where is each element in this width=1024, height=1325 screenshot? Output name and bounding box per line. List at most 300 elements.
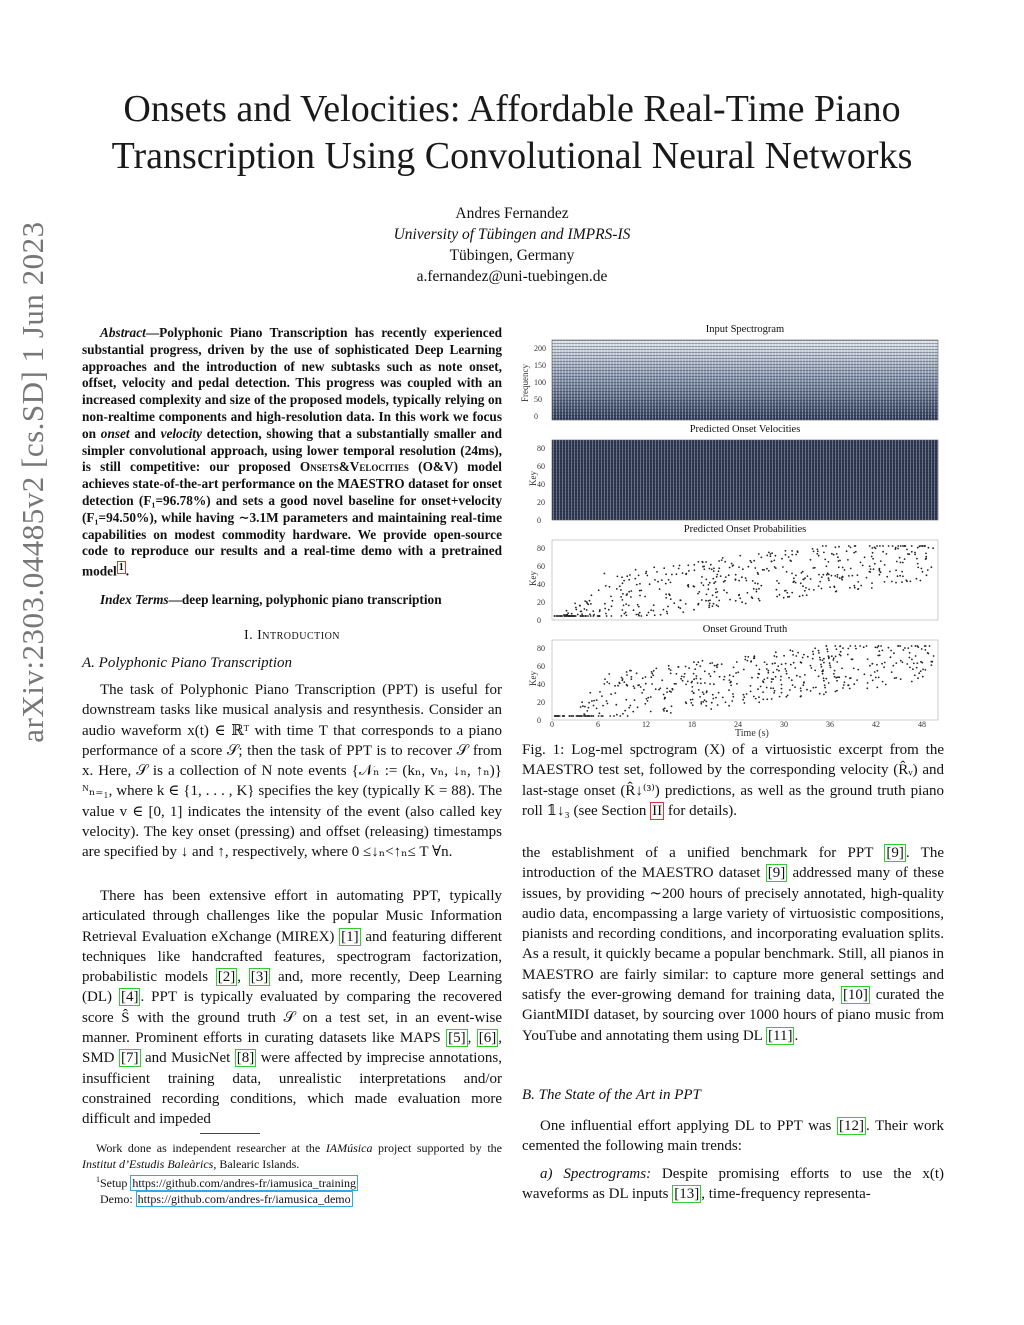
- setup-link[interactable]: https://github.com/andres-fr/iamusica_training: [132, 1176, 356, 1190]
- onset-dot: [697, 593, 699, 595]
- onset-dot: [909, 652, 911, 654]
- onset-dot: [725, 701, 727, 703]
- onset-dot: [792, 684, 794, 686]
- onset-dot: [596, 699, 598, 701]
- onset-dot: [692, 699, 694, 701]
- onset-dot: [766, 698, 768, 700]
- onset-dot: [693, 609, 695, 611]
- onset-dot: [825, 678, 827, 680]
- onset-dot: [847, 684, 849, 686]
- onset-dot: [845, 676, 847, 678]
- citation-9[interactable]: [9]: [886, 845, 904, 861]
- onset-dot: [670, 673, 672, 675]
- onset-dot: [774, 662, 776, 664]
- onset-dot: [625, 699, 627, 701]
- onset-dot: [787, 695, 789, 697]
- onset-dot: [906, 663, 908, 665]
- onset-dot: [574, 615, 576, 617]
- onset-dot: [708, 600, 710, 602]
- onset-dot: [857, 581, 859, 583]
- onset-dot: [707, 588, 709, 590]
- onset-dot: [588, 715, 590, 717]
- onset-dot: [586, 710, 588, 712]
- onset-dot: [757, 673, 759, 675]
- onset-dot: [608, 673, 610, 675]
- onset-dot: [849, 688, 851, 690]
- onset-dot: [760, 686, 762, 688]
- onset-dot: [715, 588, 717, 590]
- onset-dot: [666, 688, 668, 690]
- onset-dot: [687, 681, 689, 683]
- onset-dot: [902, 575, 904, 577]
- onset-dot: [847, 648, 849, 650]
- onset-dot: [567, 612, 569, 614]
- onset-dot: [593, 700, 595, 702]
- onset-dot: [743, 669, 745, 671]
- onset-dot: [928, 547, 930, 549]
- onset-dot: [753, 657, 755, 659]
- onset-dot: [844, 681, 846, 683]
- onset-dot: [690, 699, 692, 701]
- onset-dot: [779, 594, 781, 596]
- onset-dot: [674, 683, 676, 685]
- onset-dot: [842, 576, 844, 578]
- onset-dot: [691, 682, 693, 684]
- citation-7[interactable]: [7]: [121, 1050, 139, 1067]
- onset-dot: [894, 677, 896, 679]
- onset-dot: [804, 577, 806, 579]
- onset-dot: [885, 684, 887, 686]
- onset-dot: [732, 564, 734, 566]
- abstract-end: .: [125, 563, 130, 579]
- onset-dot: [665, 573, 667, 575]
- onset-dot: [614, 692, 616, 694]
- onset-dot: [735, 578, 737, 580]
- onset-dot: [909, 667, 911, 669]
- onset-dot: [625, 603, 627, 605]
- onset-dot: [713, 570, 715, 572]
- onset-dot: [778, 670, 780, 672]
- onset-dot: [754, 582, 756, 584]
- onset-dot: [922, 571, 924, 573]
- onset-dot: [807, 656, 809, 658]
- onset-dot: [583, 713, 585, 715]
- onset-dot: [654, 614, 656, 616]
- time-tick: 48: [918, 720, 926, 729]
- onset-dot: [793, 662, 795, 664]
- onset-dot: [645, 571, 647, 573]
- onset-dot: [828, 682, 830, 684]
- onset-dot: [838, 546, 840, 548]
- onset-dot: [702, 691, 704, 693]
- onset-dot: [815, 687, 817, 689]
- onset-dot: [925, 558, 927, 560]
- onset-dot: [663, 694, 665, 696]
- onset-dot: [783, 597, 785, 599]
- onset-dot: [790, 664, 792, 666]
- onset-dot: [901, 581, 903, 583]
- onset-dot: [757, 573, 759, 575]
- onset-dot: [688, 584, 690, 586]
- onset-dot: [775, 555, 777, 557]
- onset-dot: [895, 662, 897, 664]
- onset-dot: [638, 684, 640, 686]
- onset-dot: [630, 678, 632, 680]
- citation-8[interactable]: [8]: [236, 1050, 255, 1067]
- onset-dot: [612, 600, 614, 602]
- onset-dot: [607, 703, 609, 705]
- citation-4[interactable]: [4]: [120, 989, 139, 1006]
- onset-dot: [609, 586, 611, 588]
- onset-dot: [704, 699, 706, 701]
- footnote-setup-label: Setup: [100, 1176, 128, 1190]
- onset-dot: [799, 595, 801, 597]
- onset-dot: [696, 675, 698, 677]
- onset-dot: [711, 662, 713, 664]
- footnote-institut: Institut d’Estudis Baleàrics: [82, 1156, 214, 1171]
- onset-dot: [899, 575, 901, 577]
- onset-dot: [828, 658, 830, 660]
- onset-dot: [824, 687, 826, 689]
- onset-dot: [920, 670, 922, 672]
- onset-dot: [694, 668, 696, 670]
- onset-dot: [714, 665, 716, 667]
- onset-dot: [899, 645, 901, 647]
- onset-dot: [712, 694, 714, 696]
- onset-dot: [621, 677, 623, 679]
- onset-dot: [835, 691, 837, 693]
- onset-dot: [928, 653, 930, 655]
- onset-dot: [598, 715, 600, 717]
- onset-dot: [780, 679, 782, 681]
- onset-dot: [716, 596, 718, 598]
- onset-dot: [823, 574, 825, 576]
- onset-dot: [661, 679, 663, 681]
- onset-dot: [819, 693, 821, 695]
- onset-dot: [716, 666, 718, 668]
- onset-dot: [709, 582, 711, 584]
- onset-dot: [723, 589, 725, 591]
- onset-dot: [747, 592, 749, 594]
- onset-dot: [800, 582, 802, 584]
- onset-dot: [626, 594, 628, 596]
- onset-dot: [712, 595, 714, 597]
- demo-link[interactable]: https://github.com/andres-fr/iamusica_demo: [137, 1191, 351, 1206]
- onset-dot: [638, 606, 640, 608]
- onset-dot: [781, 692, 783, 694]
- citation-6[interactable]: [6]: [478, 1030, 497, 1047]
- onset-dot: [634, 578, 636, 580]
- onset-dot: [670, 691, 672, 693]
- onset-dot: [853, 683, 855, 685]
- onset-dot: [772, 663, 774, 665]
- onset-dot: [681, 676, 683, 678]
- panel-probabilities-title: Predicted Onset Probabilities: [683, 524, 807, 535]
- onset-dot: [906, 549, 908, 551]
- caption-text-a: Fig. 1: Log-mel spctrogram (X) of a virtuosistic excerpt from the MAESTRO test set, followed by the corresponding velocity (R̂ᵥ) and last-stage onset (R̂↓⁽³⁾) predictions, as well as the ground truth piano roll 𝟙↓₃ (see Section: [522, 742, 944, 819]
- onset-dot: [618, 682, 620, 684]
- footnote-demo-label: Demo:: [100, 1191, 133, 1206]
- onset-dot: [644, 596, 646, 598]
- onset-dot: [702, 701, 704, 703]
- onset-dot: [850, 568, 852, 570]
- onset-dot: [659, 588, 661, 590]
- figure-caption: [522, 740, 944, 821]
- onset-dot: [758, 701, 760, 703]
- onset-dot: [917, 563, 919, 565]
- time-tick: 0: [550, 720, 554, 729]
- onset-dot: [762, 699, 764, 701]
- onset-dot: [771, 698, 773, 700]
- onset-dot: [741, 601, 743, 603]
- onset-dot: [632, 711, 634, 713]
- onset-dot: [750, 685, 752, 687]
- onset-dot: [838, 676, 840, 678]
- onset-dot: [911, 659, 913, 661]
- onset-dot: [857, 588, 859, 590]
- onset-dot: [569, 615, 571, 617]
- onset-dot: [808, 589, 810, 591]
- onset-dot: [922, 545, 924, 547]
- onset-dot: [620, 589, 622, 591]
- onset-dot: [758, 598, 760, 600]
- onset-dot: [622, 582, 624, 584]
- onset-dot: [685, 666, 687, 668]
- footnote-rule: [200, 1133, 260, 1134]
- onset-dot: [875, 677, 877, 679]
- onset-dot: [882, 545, 884, 547]
- onset-dot: [668, 665, 670, 667]
- onset-dot: [650, 696, 652, 698]
- onset-dot: [705, 579, 707, 581]
- onset-dot: [682, 680, 684, 682]
- citation-10[interactable]: [10]: [842, 987, 868, 1004]
- onset-dot: [872, 558, 874, 560]
- onset-dot: [630, 596, 632, 598]
- key-tick: 40: [537, 580, 545, 589]
- onset-dot: [693, 678, 695, 680]
- probabilities-plot-area: [552, 540, 938, 620]
- onset-dot: [735, 672, 737, 674]
- onset-dot: [603, 683, 605, 685]
- arxiv-identifier: arXiv:2303.04485v2 [cs.SD] 1 Jun 2023: [15, 221, 50, 743]
- onset-dot: [882, 681, 884, 683]
- onset-dot: [599, 691, 601, 693]
- onset-dot: [584, 608, 586, 610]
- onset-dot: [723, 679, 725, 681]
- citation-9b[interactable]: [9]: [767, 865, 786, 882]
- onset-dot: [623, 605, 625, 607]
- onset-dot: [918, 672, 920, 674]
- onset-dot: [802, 579, 804, 581]
- onset-dot: [869, 565, 871, 567]
- onset-dot: [767, 677, 769, 679]
- onset-dot: [658, 689, 660, 691]
- onset-dot: [818, 585, 820, 587]
- figure-1: [520, 324, 944, 740]
- citation-11[interactable]: [11]: [768, 1027, 793, 1044]
- footnote-ref-1[interactable]: 1: [118, 562, 124, 574]
- onset-dot: [730, 685, 732, 687]
- onset-dot: [812, 651, 814, 653]
- onset-dot: [682, 572, 684, 574]
- onset-dot: [837, 576, 839, 578]
- onset-dot: [665, 597, 667, 599]
- onset-dot: [874, 671, 876, 673]
- onset-dot: [775, 651, 777, 653]
- onset-dot: [825, 645, 827, 647]
- onset-dot: [693, 661, 695, 663]
- onset-dot: [746, 580, 748, 582]
- onset-dot: [591, 594, 593, 596]
- onset-dot: [666, 710, 668, 712]
- onset-dot: [817, 551, 819, 553]
- onset-dot: [902, 661, 904, 663]
- onset-dot: [908, 553, 910, 555]
- onset-dot: [654, 579, 656, 581]
- onset-dot: [722, 557, 724, 559]
- onset-dot: [628, 591, 630, 593]
- onset-dot: [820, 664, 822, 666]
- onset-dot: [860, 585, 862, 587]
- onset-dot: [646, 698, 648, 700]
- citation-12[interactable]: [12]: [839, 1118, 864, 1134]
- onset-dot: [847, 559, 849, 561]
- onset-dot: [577, 715, 579, 717]
- onset-dot: [685, 603, 687, 605]
- onset-dot: [915, 645, 917, 647]
- onset-dot: [715, 592, 717, 594]
- rp1-c: addressed many of these issues, by providing ∼200 hours of precisely annotated, high-quality audio data, encompassing a large variety of virtuosistic compositions, pianists and recording conditions, and incorporating evaluation splits. As a result, it quickly became a popular benchmark. Still, all pianos in MAESTRO are fairly similar: to capture more general settings and satisfy the ever-growing demand for training data,: [522, 865, 944, 1004]
- onset-dot: [688, 586, 690, 588]
- onset-dot: [620, 596, 622, 598]
- onset-dot: [878, 650, 880, 652]
- citation-5[interactable]: [5]: [448, 1030, 466, 1047]
- onset-dot: [666, 691, 668, 693]
- onset-dot: [758, 696, 760, 698]
- title-line-1: Onsets and Velocities: Affordable Real-Time Piano: [123, 88, 901, 130]
- onset-dot: [637, 706, 639, 708]
- onset-dot: [688, 667, 690, 669]
- onset-dot: [709, 568, 711, 570]
- onset-dot: [708, 584, 710, 586]
- onset-dot: [773, 692, 775, 694]
- onset-dot: [916, 667, 918, 669]
- onset-dot: [574, 603, 576, 605]
- onset-dot: [886, 553, 888, 555]
- section-ref-II[interactable]: II: [652, 802, 663, 819]
- onset-dot: [750, 691, 752, 693]
- onset-dot: [800, 696, 802, 698]
- onset-dot: [628, 579, 630, 581]
- onset-dot: [673, 565, 675, 567]
- onset-dot: [743, 696, 745, 698]
- onset-dot: [888, 545, 890, 547]
- onset-dot: [781, 688, 783, 690]
- rp3-b: , time-frequency representa-: [701, 1186, 871, 1203]
- onset-dot: [735, 574, 737, 576]
- onset-dot: [843, 684, 845, 686]
- onset-dot: [702, 561, 704, 563]
- onset-dot: [758, 588, 760, 590]
- onset-dot: [925, 556, 927, 558]
- onset-dot: [792, 581, 794, 583]
- onset-dot: [683, 676, 685, 678]
- onset-dot: [715, 581, 717, 583]
- onset-dot: [900, 660, 902, 662]
- onset-dot: [732, 676, 734, 678]
- onset-dot: [891, 581, 893, 583]
- onset-dot: [566, 615, 568, 617]
- onset-dot: [717, 606, 719, 608]
- onset-dot: [706, 690, 708, 692]
- onset-dot: [922, 676, 924, 678]
- onset-dot: [730, 681, 732, 683]
- onset-dot: [621, 679, 623, 681]
- onset-dot: [718, 567, 720, 569]
- onset-dot: [802, 657, 804, 659]
- onset-dot: [700, 701, 702, 703]
- onset-dot: [782, 566, 784, 568]
- onset-dot: [736, 683, 738, 685]
- onset-dot: [724, 676, 726, 678]
- rp1-a: the establishment of a unified benchmark for PPT: [522, 845, 885, 861]
- onset-dot: [712, 578, 714, 580]
- author-name: Andres Fernandez: [455, 205, 569, 222]
- onset-dot: [748, 566, 750, 568]
- onset-dot: [880, 560, 882, 562]
- onset-dot: [745, 603, 747, 605]
- onset-dot: [818, 555, 820, 557]
- onset-dot: [692, 704, 694, 706]
- rp1-d: curated the GiantMIDI dataset, by sourcing over 1000 hours of piano music from YouTube and annotating them using DL: [522, 987, 944, 1044]
- onset-dot: [911, 645, 913, 647]
- onset-dot: [772, 687, 774, 689]
- onset-dot: [827, 651, 829, 653]
- onset-dot: [588, 707, 590, 709]
- onset-dot: [857, 669, 859, 671]
- onset-dot: [663, 708, 665, 710]
- onset-dot: [791, 554, 793, 556]
- onset-dot: [856, 679, 858, 681]
- onset-dot: [882, 650, 884, 652]
- onset-dot: [608, 609, 610, 611]
- y-label-key-2: Key: [528, 471, 538, 486]
- onset-dot: [750, 660, 752, 662]
- onset-dot: [829, 586, 831, 588]
- onset-dot: [760, 585, 762, 587]
- onset-dot: [840, 651, 842, 653]
- onset-dot: [824, 684, 826, 686]
- onset-dot: [609, 715, 611, 717]
- onset-dot: [650, 609, 652, 611]
- onset-dot: [602, 705, 604, 707]
- onset-dot: [770, 687, 772, 689]
- citation-1[interactable]: [1]: [341, 928, 359, 945]
- citation-2[interactable]: [2]: [217, 969, 236, 986]
- onset-dot: [819, 659, 821, 661]
- citation-13[interactable]: [13]: [674, 1186, 700, 1203]
- abstract-onset: onset: [100, 425, 130, 441]
- onset-dot: [640, 615, 642, 617]
- onset-dot: [925, 669, 927, 671]
- onset-dot: [622, 599, 624, 601]
- citation-3[interactable]: [3]: [250, 969, 269, 986]
- onset-dot: [695, 678, 697, 680]
- onset-dot: [916, 578, 918, 580]
- onset-dot: [823, 694, 825, 696]
- onset-dot: [763, 679, 765, 681]
